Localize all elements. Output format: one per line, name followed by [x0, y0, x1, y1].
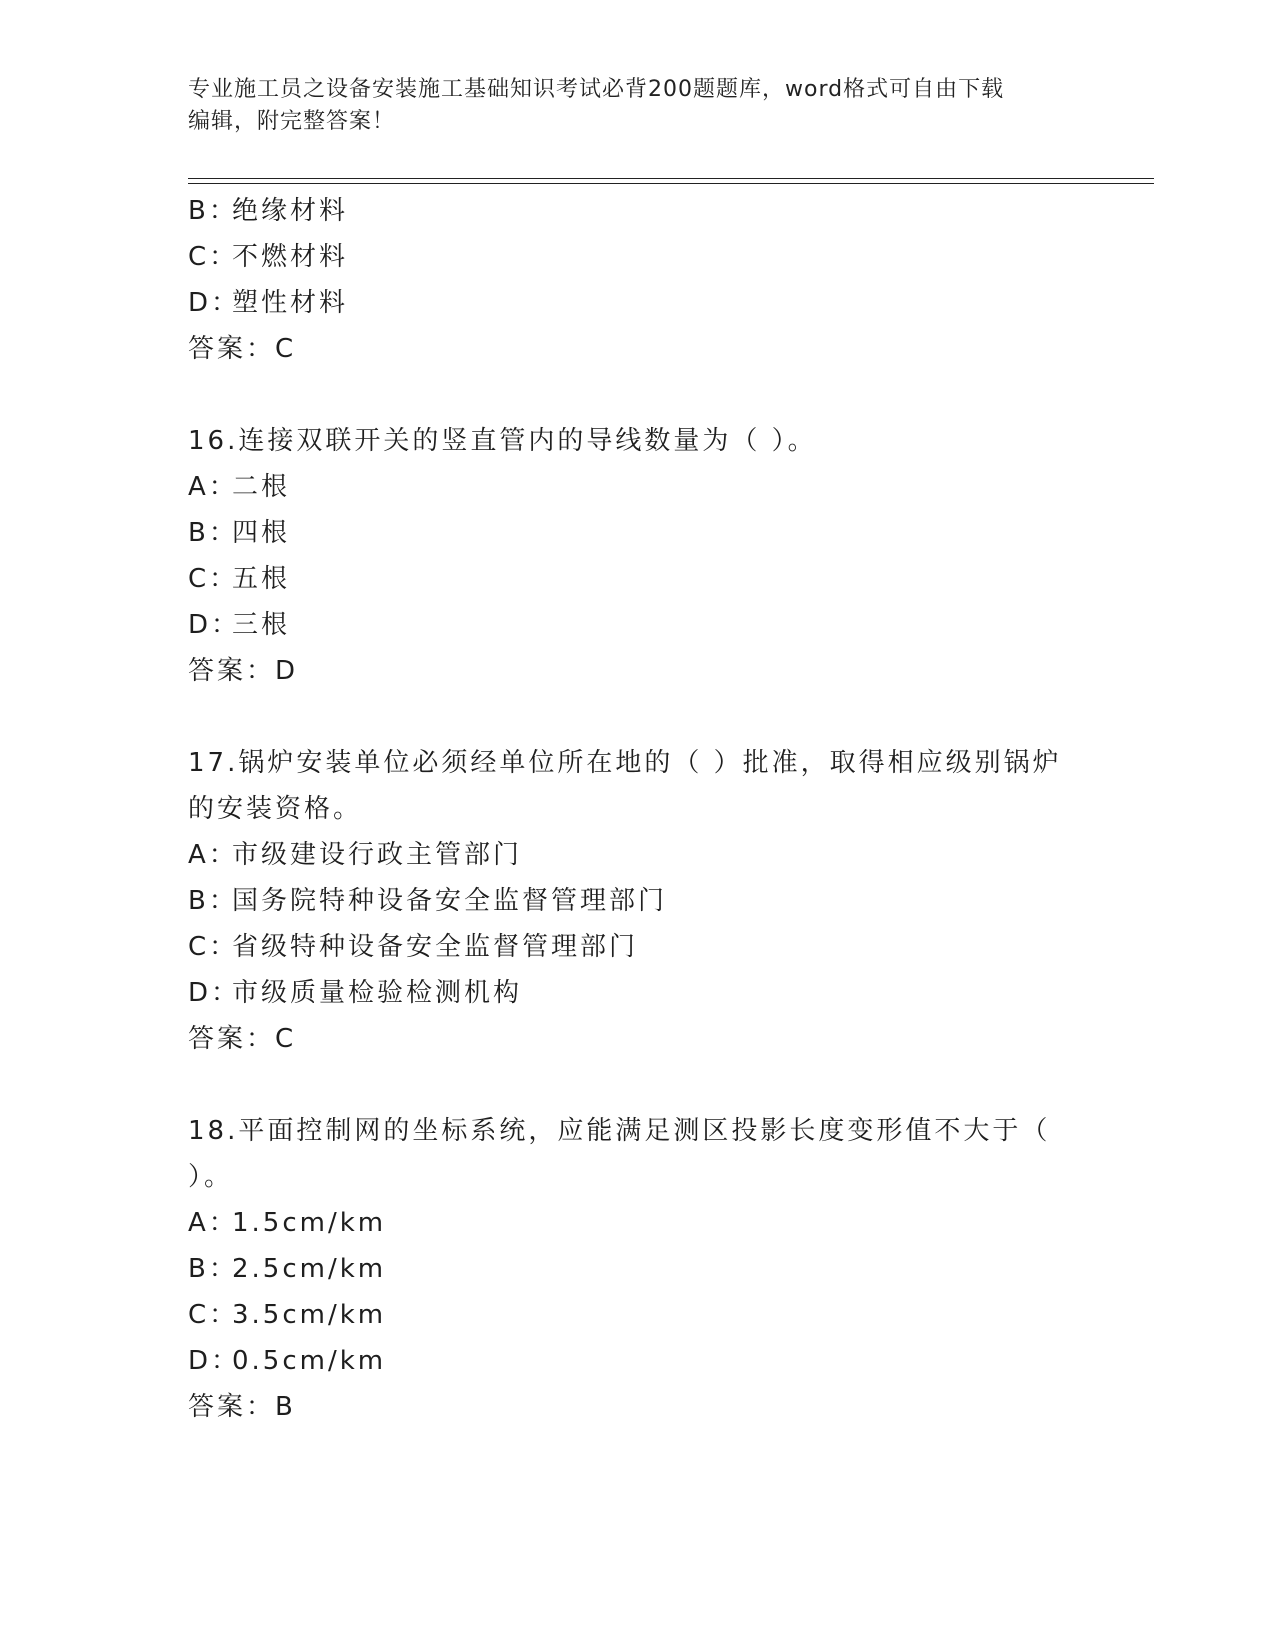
option-a	[188, 464, 1068, 510]
option-c	[188, 556, 1068, 602]
option-key: B：	[188, 1254, 238, 1284]
option-key: C：	[188, 242, 239, 272]
option-text: 五根	[232, 564, 291, 594]
header-title-line-2: 编辑，附完整答案！	[188, 109, 396, 134]
option-key: D：	[188, 288, 241, 318]
option-key: B：	[188, 518, 238, 548]
option-c	[188, 924, 1068, 970]
header-divider-top	[188, 178, 1154, 179]
option-text: 四根	[232, 518, 291, 548]
option-text: 国务院特种设备安全监督管理部门	[232, 886, 668, 916]
option-b	[188, 510, 1068, 556]
answer-line: 答案：B	[188, 1392, 296, 1422]
option-text: 绝缘材料	[232, 196, 349, 226]
option-key: D：	[188, 610, 241, 640]
option-text: 3.5cm/km	[232, 1300, 387, 1330]
question-stem: 17.锅炉安装单位必须经单位所在地的（ ）批准，取得相应级别锅炉	[188, 748, 1062, 778]
option-key: C：	[188, 564, 239, 594]
question-stem-continued: 的安装资格。	[188, 794, 363, 824]
option-key: D：	[188, 978, 241, 1008]
option-text: 1.5cm/km	[232, 1208, 387, 1238]
option-d	[188, 280, 1068, 326]
option-b	[188, 878, 1068, 924]
option-a	[188, 832, 1068, 878]
option-text: 市级质量检验检测机构	[232, 978, 523, 1008]
option-key: B：	[188, 196, 238, 226]
option-d	[188, 970, 1068, 1016]
option-c	[188, 1292, 1068, 1338]
option-key: B：	[188, 886, 238, 916]
option-c	[188, 234, 1068, 280]
answer-line: 答案：C	[188, 334, 297, 364]
question-17	[188, 740, 1068, 1062]
spacer	[188, 1062, 1068, 1108]
option-key: D：	[188, 1346, 241, 1376]
option-key: A：	[188, 840, 238, 870]
answer-line: 答案：C	[188, 1024, 297, 1054]
option-key: A：	[188, 472, 238, 502]
question-18	[188, 1108, 1068, 1430]
option-key: C：	[188, 1300, 239, 1330]
option-text: 0.5cm/km	[232, 1346, 387, 1376]
document-header	[188, 74, 1068, 138]
option-d	[188, 1338, 1068, 1384]
option-text: 二根	[232, 472, 291, 502]
spacer	[188, 372, 1068, 418]
option-text: 市级建设行政主管部门	[232, 840, 523, 870]
option-text: 塑性材料	[232, 288, 349, 318]
question-stem-continued: ）。	[188, 1162, 234, 1192]
header-divider-bottom	[188, 183, 1154, 184]
question-15-continuation	[188, 188, 1068, 372]
question-stem: 16.连接双联开关的竖直管内的导线数量为（ ）。	[188, 426, 817, 456]
option-text: 不燃材料	[232, 242, 349, 272]
answer-line: 答案：D	[188, 656, 299, 686]
spacer	[188, 694, 1068, 740]
option-text: 三根	[232, 610, 291, 640]
option-a	[188, 1200, 1068, 1246]
question-16	[188, 418, 1068, 694]
option-key: C：	[188, 932, 239, 962]
option-b	[188, 1246, 1068, 1292]
header-title-line-1: 专业施工员之设备安装施工基础知识考试必背200题题库，word格式可自由下载	[188, 77, 1005, 102]
question-stem: 18.平面控制网的坐标系统，应能满足测区投影长度变形值不大于（	[188, 1116, 1051, 1146]
option-text: 2.5cm/km	[232, 1254, 387, 1284]
option-text: 省级特种设备安全监督管理部门	[232, 932, 639, 962]
question-list	[188, 188, 1068, 1430]
option-key: A：	[188, 1208, 238, 1238]
option-b	[188, 188, 1068, 234]
option-d	[188, 602, 1068, 648]
